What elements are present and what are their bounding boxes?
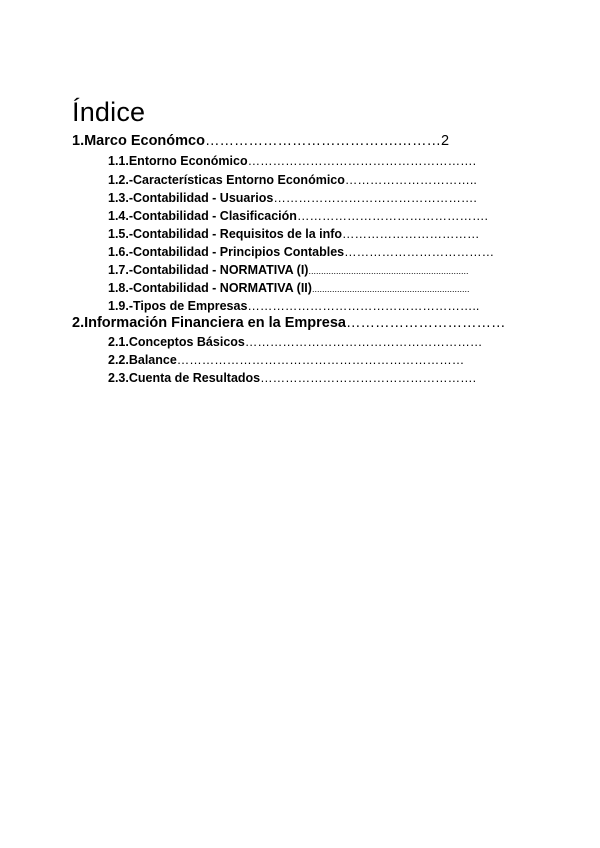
toc-entry-1-8[interactable] [108,279,469,298]
toc-entry-leader: ............................................................... [311,284,470,294]
toc-entry-leader: ................................................................ [308,266,469,276]
toc-entry-leader: …………………………… [346,315,506,331]
toc-entry-label: 1.3.-Contabilidad - Usuarios [108,191,274,205]
toc-entry-leader: ………………………………………. [296,209,488,223]
toc-entry-label: 2.3.Cuenta de Resultados [108,371,261,385]
toc-entry-label: 1.4.-Contabilidad - Clasificación [108,209,297,223]
toc-entry-1-6[interactable] [108,243,494,261]
toc-entry-leader: ……………………………… [344,245,495,259]
toc-entry-label: 1.9.-Tipos de Empresas [108,299,248,313]
toc-entry-2-3[interactable] [108,369,476,387]
toc-entry-1-3[interactable] [108,189,477,207]
toc-entry-leader: …………………………………………. [273,191,477,205]
toc-entry-leader: …………………………… [342,227,480,241]
toc-entry-2-1[interactable] [108,333,482,351]
toc-entry-1-1[interactable] [108,152,476,170]
toc-entry-2-2[interactable] [108,351,464,369]
toc-entry-leader: ……………………………………………. [260,371,477,385]
page-title: Índice [72,97,146,127]
toc-entry-1[interactable] [72,132,449,150]
toc-entry-label: 2.Información Financiera en la Empresa [72,315,346,331]
toc-entry-1-4[interactable] [108,207,488,225]
toc-entry-label: 1.6.-Contabilidad - Principios Contables [108,245,345,259]
toc-entry-label: 1.Marco Económco [72,133,205,149]
toc-entry-1-5[interactable] [108,225,480,243]
toc-entry-2[interactable] [72,314,506,332]
toc-entry-leader: ………………………….. [344,173,477,187]
toc-entry-label: 1.1.Entorno Económico [108,154,248,168]
toc-entry-leader: ……………………………………………….. [247,299,480,313]
toc-entry-label: 1.5.-Contabilidad - Requisitos de la info [108,227,343,241]
toc-entry-label: 1.2.-Características Entorno Económico [108,173,345,187]
toc-entry-label: 2.2.Balance [108,353,177,367]
toc-entry-leader: …………………………………………………………… [176,353,465,367]
toc-entry-1-9[interactable] [108,297,479,315]
toc-entry-leader: ………………………………….………2 [204,133,450,149]
toc-entry-1-2[interactable] [108,171,477,189]
toc-entry-1-7[interactable] [108,261,468,280]
toc-entry-leader: ………………………………………………… [244,335,483,349]
toc-entry-label: 2.1.Conceptos Básicos [108,335,245,349]
toc-entry-leader: ………………………………………………. [247,154,477,168]
toc-entry-label: 1.7.-Contabilidad - NORMATIVA (I) [108,263,309,277]
toc-entry-label: 1.8.-Contabilidad - NORMATIVA (II) [108,281,312,295]
